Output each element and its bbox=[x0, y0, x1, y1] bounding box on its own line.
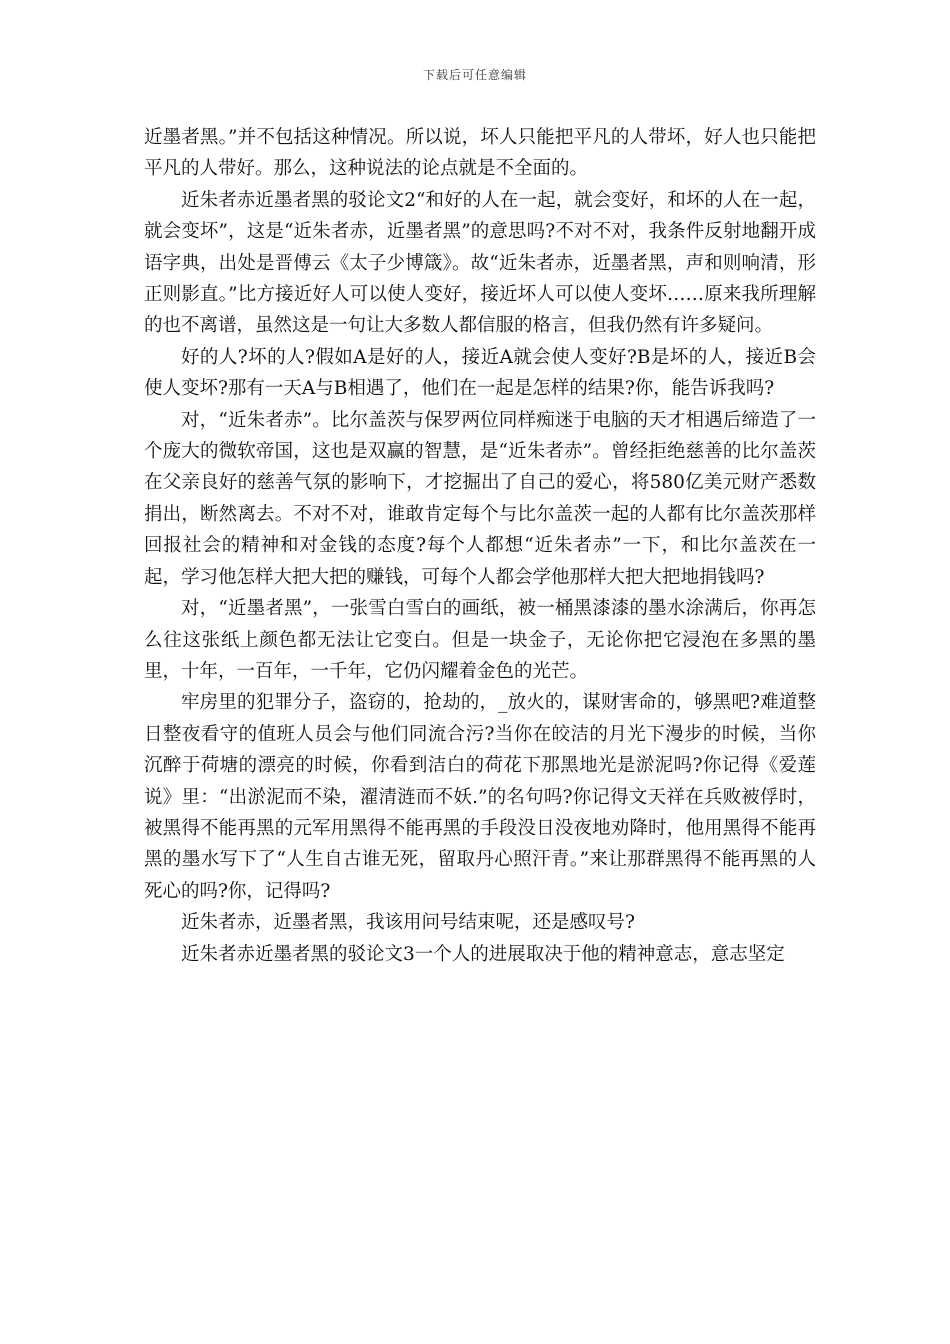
paragraph-8: 近朱者赤近墨者黑的驳论文3一个人的进展取决于他的精神意志，意志坚定 bbox=[181, 943, 785, 965]
page-header: 下载后可任意编辑 bbox=[422, 68, 527, 82]
paragraph-6: 牢房里的犯罪分子，盗窃的，抢劫的，_放火的，谋财害命的，够黑吧?难道整日整夜看守的值班人员会与他们同流合污?当你在皎洁的月光下漫步的时候，当你沉醉于荷塘的漂亮的时候，你看到洁白的荷花下那黑地光是淤泥吗?你记得《爱莲说》里：“出淤泥而不染，濯清涟而不妖.”的名句吗?你记得文天祥在兵败被俘时，被黑得不能再黑的元军用黑得不能再黑的手段没日没夜地劝降时，他用黑得不能再黑的墨水写下了“人生自古谁无死，留取丹心照汗青。”来让那群黑得不能再黑的人死心的吗?你，记得吗? bbox=[144, 692, 816, 902]
paragraph-7: 近朱者赤，近墨者黑，我该用问号结束呢，还是感叹号? bbox=[181, 912, 635, 934]
document-body bbox=[144, 122, 816, 970]
paragraph-2: 近朱者赤近墨者黑的驳论文2“和好的人在一起，就会变好，和坏的人在一起，就会变坏”，这是“近朱者赤，近墨者黑”的意思吗?不对不对，我条件反射地翻开成语字典，出处是晋傅云《太子少博箴》。故“近朱者赤，近墨者黑，声和则响清，形正则影直。”比方接近好人可以使人变好，接近坏人可以使人变坏……原来我所理解的也不离谱，虽然这是一句让大多数人都信服的格言，但我仍然有许多疑问。 bbox=[144, 189, 816, 337]
paragraph-4: 对，“近朱者赤”。比尔盖茨与保罗两位同样痴迷于电脑的天才相遇后缔造了一个庞大的微软帝国，这也是双赢的智慧，是“近朱者赤”。曾经拒绝慈善的比尔盖茨在父亲良好的慈善气氛的影响下，才挖掘出了自己的爱心，将580亿美元财产悉数捐出，断然离去。不对不对，谁敢肯定每个与比尔盖茨一起的人都有比尔盖茨那样回报社会的精神和对金钱的态度?每个人都想“近朱者赤”一下，和比尔盖茨在一起，学习他怎样大把大把的赚钱，可每个人都会学他那样大把大把地捐钱吗? bbox=[144, 409, 816, 588]
paragraph-5: 对，“近墨者黑”，一张雪白雪白的画纸，被一桶黑漆漆的墨水涂满后，你再怎么往这张纸上颜色都无法让它变白。但是一块金子，无论你把它浸泡在多黑的墨里，十年，一百年，一千年，它仍闪耀着金色的光芒。 bbox=[144, 598, 816, 682]
paragraph-1: 近墨者黑。”并不包括这种情况。所以说，坏人只能把平凡的人带坏，好人也只能把平凡的人带好。那么，这种说法的论点就是不全面的。 bbox=[144, 127, 816, 180]
paragraph-3: 好的人?坏的人?假如A是好的人，接近A就会使人变好?B是坏的人，接近B会使人变坏?那有一天A与B相遇了，他们在一起是怎样的结果?你，能告诉我吗? bbox=[144, 346, 816, 400]
